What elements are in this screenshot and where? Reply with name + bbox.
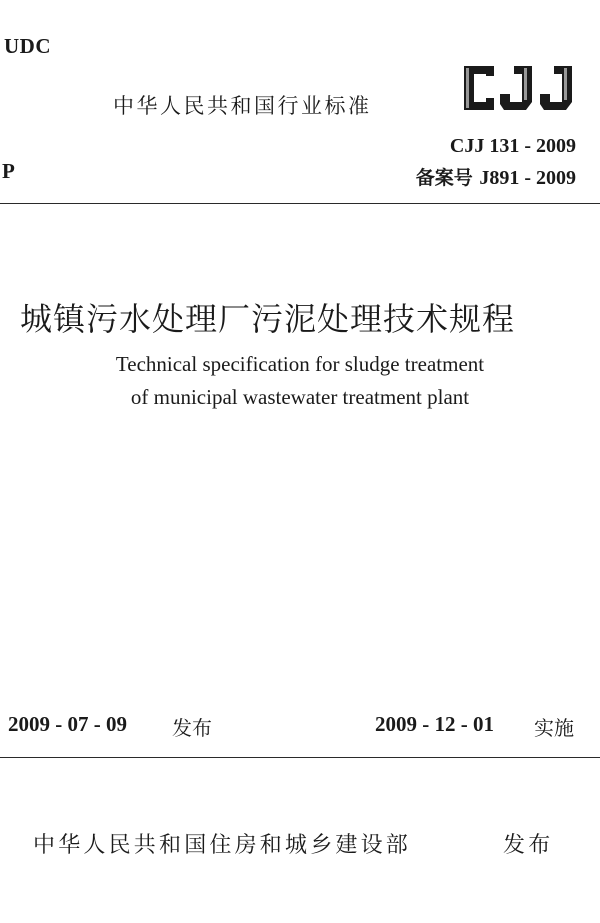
record-number: J891 - 2009 — [479, 167, 576, 189]
standard-code: CJJ 131 - 2009 — [449, 135, 576, 157]
publisher-name: 中华人民共和国住房和城乡建设部 — [33, 833, 412, 858]
publish-label: 发布 — [503, 833, 554, 858]
udc-label: UDC — [4, 34, 51, 58]
implementation-label: 实施 — [534, 716, 574, 740]
record-label: 备案号 — [415, 167, 473, 189]
implementation-date: 2009 - 12 - 01 — [375, 712, 494, 736]
issue-label: 发布 — [172, 716, 212, 740]
cjj-logo — [456, 58, 580, 116]
industry-standard-heading: 中华人民共和国行业标准 — [113, 94, 372, 118]
title-english-line-1: Technical specification for sludge treatment — [115, 352, 485, 376]
title-english-line-2: of municipal wastewater treatment plant — [130, 385, 470, 409]
bottom-divider — [0, 757, 600, 758]
issue-date: 2009 - 07 - 09 — [8, 712, 127, 736]
title-chinese: 城镇污水处理厂污泥处理技术规程 — [20, 300, 516, 338]
record-number-line — [416, 163, 576, 190]
top-divider — [0, 203, 600, 204]
classification-letter: P — [2, 159, 15, 183]
